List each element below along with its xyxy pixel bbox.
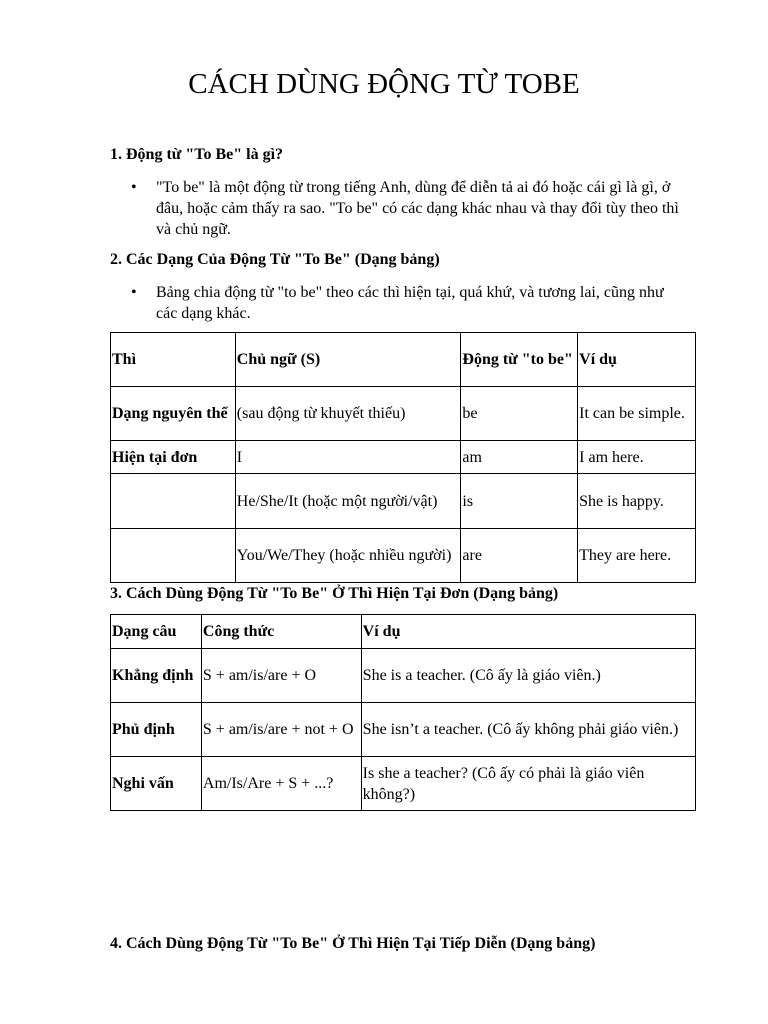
bullet-dot-icon: • <box>131 284 137 301</box>
table-cell: is <box>461 474 578 529</box>
table-cell: I am here. <box>578 441 696 474</box>
table-cell: Khẳng định <box>111 649 202 703</box>
table-header-cell: Ví dụ <box>361 615 695 649</box>
section-1-bullet-text: "To be" là một động từ trong tiếng Anh, dùng để diễn tả ai đó hoặc cái gì là gì, ở đâu, hoặc cảm thấy ra sao. "To be" có các dạng khác nhau và thay đổi tùy theo thì và chủ ngữ. <box>156 179 679 238</box>
table-row <box>111 649 696 703</box>
table-cell <box>111 529 236 583</box>
table-header-row <box>111 615 696 649</box>
table-row <box>111 703 696 757</box>
table-cell: are <box>461 529 578 583</box>
table-cell: be <box>461 387 578 441</box>
table-header-cell: Động từ "to be" <box>461 333 578 387</box>
table-row <box>111 387 696 441</box>
table-row <box>111 757 696 811</box>
section-2-bullet-text: Bảng chia động từ "to be" theo các thì hiện tại, quá khứ, và tương lai, cũng như các dạng khác. <box>156 284 664 322</box>
table-cell: He/She/It (hoặc một người/vật) <box>235 474 461 529</box>
table-header-cell: Thì <box>111 333 236 387</box>
table-cell: (sau động từ khuyết thiếu) <box>235 387 461 441</box>
table-cell: You/We/They (hoặc nhiều người) <box>235 529 461 583</box>
table-cell: It can be simple. <box>578 387 696 441</box>
section-4-heading: 4. Cách Dùng Động Từ "To Be" Ở Thì Hiện Tại Tiếp Diễn (Dạng bảng) <box>110 935 596 952</box>
table-header-cell: Ví dụ <box>578 333 696 387</box>
to-be-forms-table <box>110 332 696 583</box>
table-cell: Dạng nguyên thể <box>111 387 236 441</box>
table-cell: I <box>235 441 461 474</box>
table-header-row <box>111 333 696 387</box>
table-cell: They are here. <box>578 529 696 583</box>
table-cell: Hiện tại đơn <box>111 441 236 474</box>
section-1-heading: 1. Động từ "To Be" là gì? <box>110 146 284 163</box>
table-cell: Nghi vấn <box>111 757 202 811</box>
table-header-cell: Chủ ngữ (S) <box>235 333 461 387</box>
table-cell: S + am/is/are + not + O <box>201 703 361 757</box>
present-simple-table <box>110 614 696 811</box>
table-row <box>111 474 696 529</box>
bullet-dot-icon: • <box>131 179 137 196</box>
table-cell: She isn’t a teacher. (Cô ấy không phải giáo viên.) <box>361 703 695 757</box>
table-row <box>111 441 696 474</box>
section-3-heading: 3. Cách Dùng Động Từ "To Be" Ở Thì Hiện Tại Đơn (Dạng bảng) <box>110 585 559 602</box>
table-cell: S + am/is/are + O <box>201 649 361 703</box>
table-cell: Phủ định <box>111 703 202 757</box>
table-cell: She is a teacher. (Cô ấy là giáo viên.) <box>361 649 695 703</box>
table-header-cell: Dạng câu <box>111 615 202 649</box>
table-cell <box>111 474 236 529</box>
table-row <box>111 529 696 583</box>
table-cell: Am/Is/Are + S + ...? <box>201 757 361 811</box>
table-cell: She is happy. <box>578 474 696 529</box>
table-cell: Is she a teacher? (Cô ấy có phải là giáo viên không?) <box>361 757 695 811</box>
table-cell: am <box>461 441 578 474</box>
table-header-cell: Công thức <box>201 615 361 649</box>
section-2-heading: 2. Các Dạng Của Động Từ "To Be" (Dạng bảng) <box>110 251 440 268</box>
document-title: CÁCH DÙNG ĐỘNG TỪ TOBE <box>188 68 580 100</box>
